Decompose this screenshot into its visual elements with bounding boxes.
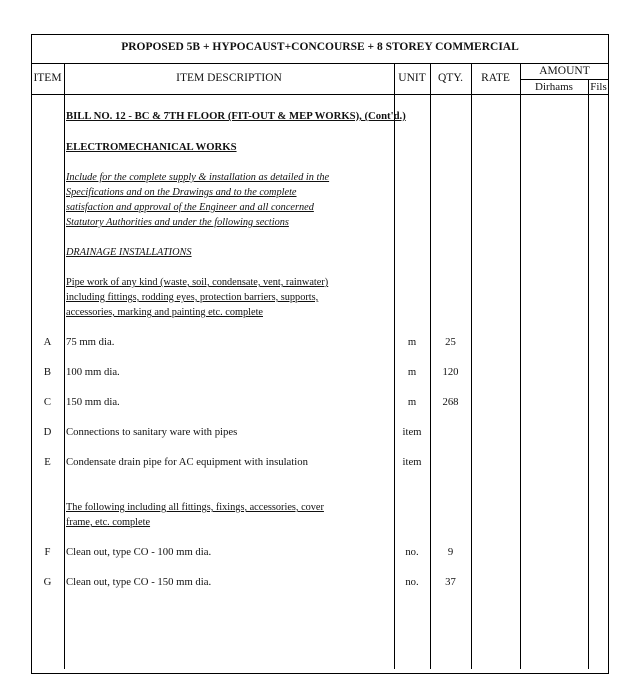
item-description: Condensate drain pipe for AC equipment with insulation [66,456,308,468]
item-unit: m [407,336,417,348]
item-description: Connections to sanitary ware with pipes [66,426,238,438]
item-code: A [43,336,52,348]
document-title: PROPOSED 5B + HYPOCAUST+CONCOURSE + 8 STOREY COMMERCIAL [121,41,519,53]
header-qty: QTY. [437,72,464,84]
header-dirhams: Dirhams [535,81,573,93]
item-unit: m [407,366,417,378]
section-heading: ELECTROMECHANICAL WORKS [66,141,237,153]
item-unit: item [402,456,422,468]
pipe-line: including fittings, rodding eyes, protection barriers, supports, [66,292,319,303]
item-qty: 37 [445,576,456,588]
col-divider-dirhams [588,79,589,669]
header-rate: RATE [481,72,510,84]
item-unit: m [407,396,417,408]
header-unit: UNIT [398,72,426,84]
item-unit: no. [405,546,419,558]
subsection-heading: DRAINAGE INSTALLATIONS [66,247,192,258]
item-description: 75 mm dia. [66,336,115,348]
pipe-line: Pipe work of any kind (waste, soil, condensate, vent, rainwater) [66,277,329,288]
intro-line: satisfaction and approval of the Engineer and all concerned [66,202,314,213]
intro-paragraph [66,170,366,230]
item-qty: 268 [442,396,459,408]
header-divider [31,94,609,95]
item-unit: no. [405,576,419,588]
item-code: B [43,366,52,378]
pipe-work-paragraph [66,275,386,320]
header-description: ITEM DESCRIPTION [176,72,282,84]
intro-line: Include for the complete supply & installation as detailed in the [66,172,330,183]
item-unit: item [402,426,422,438]
item-qty: 9 [447,546,454,558]
col-divider-item [64,63,65,669]
following-paragraph [66,500,386,530]
pipe-line: accessories, marking and painting etc. complete [66,307,263,318]
col-divider-rate [520,63,521,669]
bill-heading: BILL NO. 12 - BC & 7TH FLOOR (FIT-OUT & MEP WORKS), (Cont'd.) [66,110,406,122]
item-code: E [44,456,51,468]
intro-line: Statutory Authorities and under the following sections [66,217,289,228]
col-divider-qty [471,63,472,669]
intro-line: Specifications and on the Drawings and to the complete [66,187,297,198]
following-line: frame, etc. complete [66,517,151,528]
header-item: ITEM [33,72,62,84]
item-description: 150 mm dia. [66,396,120,408]
item-qty: 120 [442,366,459,378]
item-description: Clean out, type CO - 100 mm dia. [66,546,212,558]
item-code: C [43,396,52,408]
item-code: D [43,426,52,438]
header-amount: AMOUNT [539,65,590,77]
item-description: 100 mm dia. [66,366,120,378]
title-divider [31,63,609,64]
item-code: G [43,576,52,588]
item-qty: 25 [445,336,456,348]
item-code: F [44,546,51,558]
header-fils: Fils [590,81,607,93]
amount-subheader-divider [520,79,609,80]
following-line: The following including all fittings, fixings, accessories, cover [66,502,324,513]
item-description: Clean out, type CO - 150 mm dia. [66,576,212,588]
